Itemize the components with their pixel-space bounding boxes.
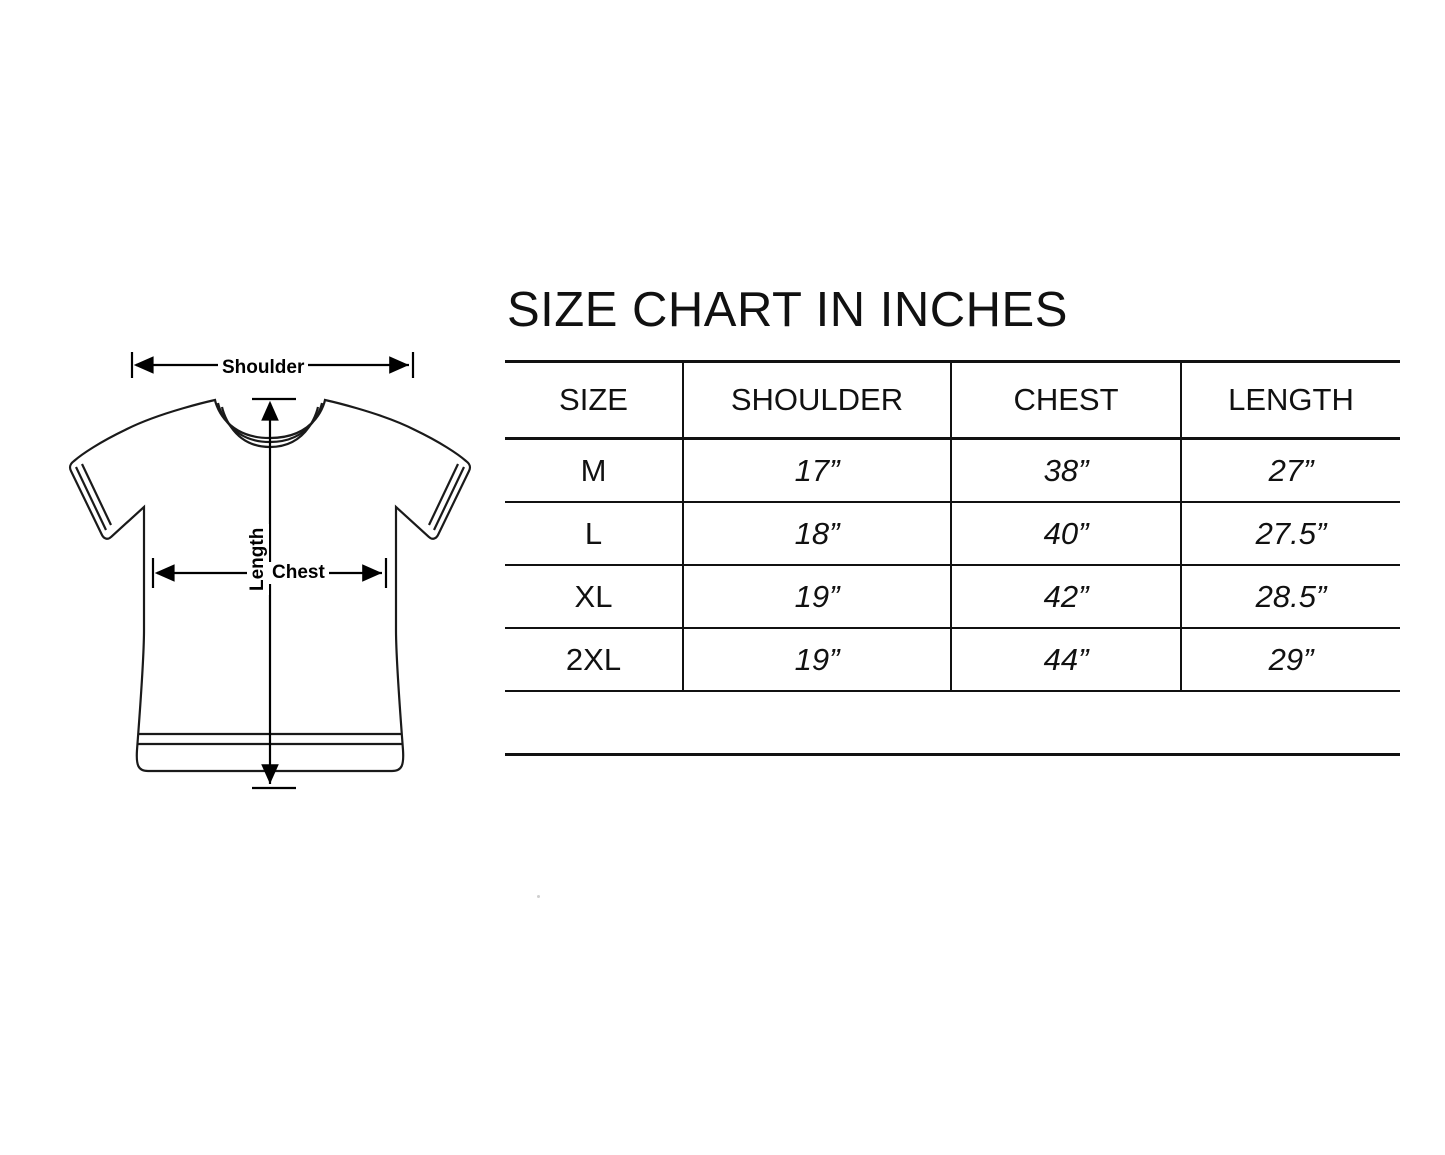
cell-chest-xl: 42”: [951, 565, 1181, 628]
cell-size-2xl: 2XL: [565, 641, 622, 677]
chart-bottom-rule: [505, 753, 1400, 756]
cell-length-l: 27.5”: [1181, 502, 1400, 565]
cell-size-m: M: [580, 452, 607, 488]
cell-size-xl: XL: [574, 578, 613, 614]
empty-cell: [683, 691, 951, 753]
size-chart-table: [505, 363, 1400, 753]
table-row: [505, 502, 1400, 565]
cell-chest-2xl: 44”: [951, 628, 1181, 691]
empty-cell: [951, 691, 1181, 753]
speck: [537, 895, 540, 898]
cell-length-2xl: 29”: [1181, 628, 1400, 691]
table-row: [505, 439, 1400, 503]
cell-shoulder-l: 18”: [683, 502, 951, 565]
cell-shoulder-m: 17”: [683, 439, 951, 503]
cell-size-l: L: [584, 515, 603, 551]
empty-cell: [1181, 691, 1400, 753]
shoulder-dimension-label: Shoulder: [218, 357, 308, 379]
cell-shoulder-2xl: 19”: [683, 628, 951, 691]
table-row: [505, 565, 1400, 628]
column-header-shoulder: SHOULDER: [683, 363, 951, 439]
length-dimension-label: Length: [247, 524, 269, 595]
size-chart-panel: [505, 282, 1400, 756]
shirt-measurement-diagram: [40, 330, 500, 830]
cell-length-xl: 28.5”: [1181, 565, 1400, 628]
cell-chest-l: 40”: [951, 502, 1181, 565]
column-header-size: SIZE: [559, 382, 628, 417]
cell-chest-m: 38”: [951, 439, 1181, 503]
table-empty-row: [505, 691, 1400, 753]
cell-length-m: 27”: [1181, 439, 1400, 503]
page-title: SIZE CHART IN INCHES: [507, 283, 1068, 337]
chest-dimension-label: Chest: [268, 562, 329, 584]
table-row: [505, 628, 1400, 691]
column-header-chest: CHEST: [951, 363, 1181, 439]
table-header-row: [505, 363, 1400, 439]
cell-shoulder-xl: 19”: [683, 565, 951, 628]
empty-cell: [505, 691, 683, 753]
column-header-length: LENGTH: [1181, 363, 1400, 439]
